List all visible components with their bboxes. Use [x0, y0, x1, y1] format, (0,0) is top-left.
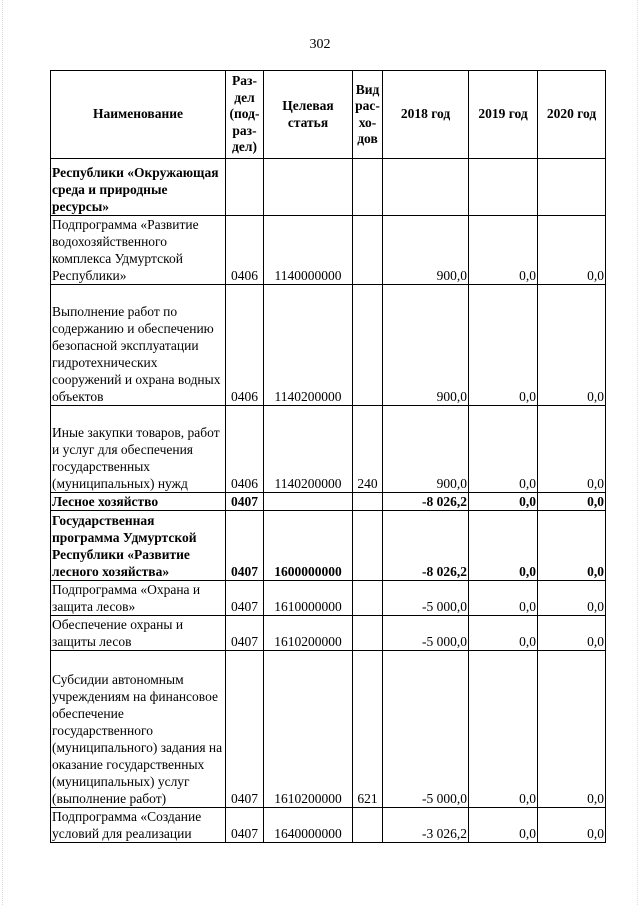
cell-expense [353, 511, 383, 581]
cell-target: 1610200000 [264, 651, 353, 808]
header-section-text: Раз- дел (под- раз- дел) [229, 73, 260, 155]
table-row [51, 159, 606, 216]
right-scan-margin [631, 0, 638, 905]
cell-2020: 0,0 [538, 651, 606, 808]
cell-2020 [538, 159, 606, 216]
header-expense-text: Вид рас- хо- дов [355, 81, 380, 146]
cell-section: 0406 [226, 285, 264, 406]
cell-target: 1140200000 [264, 285, 353, 406]
cell-expense [353, 159, 383, 216]
cell-expense [353, 616, 383, 651]
header-2018: 2018 год [383, 71, 469, 159]
table-row [51, 511, 606, 581]
cell-section: 0407 [226, 651, 264, 808]
table-row [51, 651, 606, 808]
left-scan-margin [2, 0, 9, 905]
cell-expense [353, 216, 383, 285]
table-row [51, 216, 606, 285]
cell-section: 0407 [226, 581, 264, 616]
cell-name: Подпрограмма «Создание условий для реализации [51, 808, 226, 843]
cell-section: 0407 [226, 511, 264, 581]
cell-section: 0406 [226, 406, 264, 493]
cell-2018: 900,0 [383, 285, 469, 406]
cell-2018: -8 026,2 [383, 493, 469, 511]
table-row [51, 493, 606, 511]
cell-name: Подпрограмма «Развитие водохозяйственного комплекса Удмуртской Республики» [51, 216, 226, 285]
cell-2020: 0,0 [538, 493, 606, 511]
cell-section: 0406 [226, 216, 264, 285]
cell-2019: 0,0 [469, 511, 538, 581]
header-2020: 2020 год [538, 71, 606, 159]
table-row [51, 406, 606, 493]
cell-target: 1610000000 [264, 581, 353, 616]
header-name: Наименование [51, 71, 226, 159]
cell-2019: 0,0 [469, 808, 538, 843]
cell-target: 1140200000 [264, 406, 353, 493]
table-body [51, 159, 606, 843]
cell-2019: 0,0 [469, 581, 538, 616]
table-header-row [51, 71, 606, 159]
cell-expense: 621 [353, 651, 383, 808]
cell-2019 [469, 159, 538, 216]
cell-section [226, 159, 264, 216]
cell-name: Государственная программа Удмуртской Республики «Развитие лесного хозяйства» [51, 511, 226, 581]
cell-target: 1640000000 [264, 808, 353, 843]
cell-2019: 0,0 [469, 616, 538, 651]
cell-target [264, 159, 353, 216]
header-target [264, 71, 353, 159]
cell-2020: 0,0 [538, 511, 606, 581]
cell-target: 1140000000 [264, 216, 353, 285]
cell-2018: 900,0 [383, 216, 469, 285]
cell-2019: 0,0 [469, 285, 538, 406]
cell-name: Подпрограмма «Охрана и защита лесов» [51, 581, 226, 616]
cell-2019: 0,0 [469, 651, 538, 808]
cell-2018 [383, 159, 469, 216]
cell-target: 1610200000 [264, 616, 353, 651]
cell-expense: 240 [353, 406, 383, 493]
cell-2018: 900,0 [383, 406, 469, 493]
cell-target [264, 493, 353, 511]
table-row [51, 616, 606, 651]
cell-expense [353, 285, 383, 406]
cell-section: 0407 [226, 808, 264, 843]
cell-2020: 0,0 [538, 285, 606, 406]
table-row [51, 285, 606, 406]
cell-2020: 0,0 [538, 406, 606, 493]
header-section [226, 71, 264, 159]
page-number: 302 [309, 37, 331, 52]
cell-2018: -5 000,0 [383, 651, 469, 808]
cell-name: Обеспечение охраны и защиты лесов [51, 616, 226, 651]
cell-2019: 0,0 [469, 216, 538, 285]
cell-name: Иные закупки товаров, работ и услуг для обеспечения государственных (муниципальных) нужд [51, 406, 226, 493]
cell-2020: 0,0 [538, 808, 606, 843]
cell-expense [353, 808, 383, 843]
cell-2019: 0,0 [469, 493, 538, 511]
header-target-text: Целевая статья [282, 98, 334, 130]
cell-2019: 0,0 [469, 406, 538, 493]
cell-name: Выполнение работ по содержанию и обеспечению безопасной эксплуатации гидротехнических сооружений и охрана водных объектов [51, 285, 226, 406]
cell-expense [353, 493, 383, 511]
cell-2020: 0,0 [538, 616, 606, 651]
cell-2018: -3 026,2 [383, 808, 469, 843]
cell-2018: -5 000,0 [383, 616, 469, 651]
cell-name: Лесное хозяйство [51, 493, 226, 511]
header-expense [353, 71, 383, 159]
cell-name: Субсидии автономным учреждениям на финансовое обеспечение государственного (муниципального) задания на оказание государственных (муниципальных) услуг (выполнение работ) [51, 651, 226, 808]
cell-2018: -5 000,0 [383, 581, 469, 616]
cell-target: 1600000000 [264, 511, 353, 581]
cell-expense [353, 581, 383, 616]
cell-2020: 0,0 [538, 581, 606, 616]
header-2019: 2019 год [469, 71, 538, 159]
cell-name: Республики «Окружающая среда и природные ресурсы» [51, 159, 226, 216]
cell-2018: -8 026,2 [383, 511, 469, 581]
cell-section: 0407 [226, 493, 264, 511]
budget-table [50, 70, 606, 843]
cell-section: 0407 [226, 616, 264, 651]
cell-2020: 0,0 [538, 216, 606, 285]
table-row [51, 581, 606, 616]
table-row [51, 808, 606, 843]
